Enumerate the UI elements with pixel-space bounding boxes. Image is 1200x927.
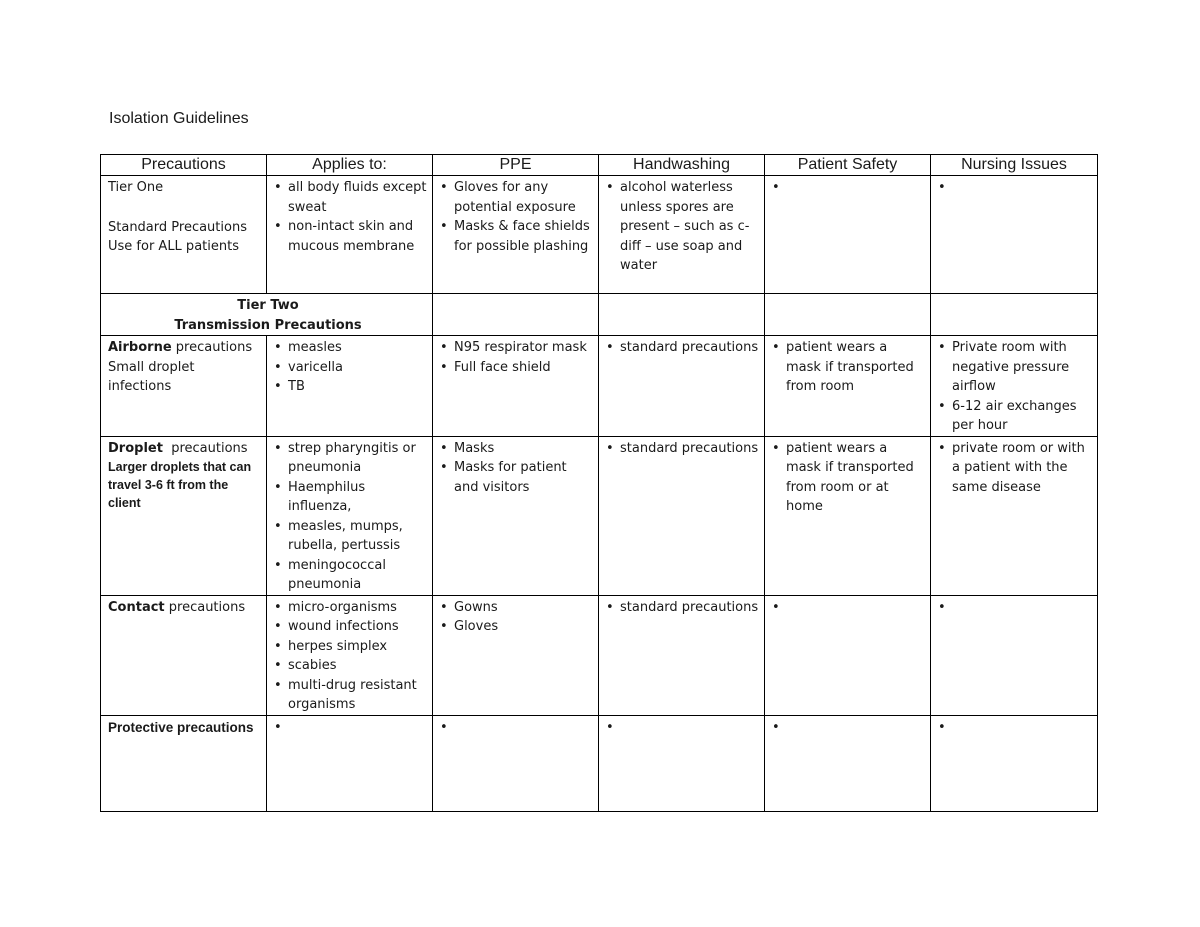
list-item: • Gowns <box>440 598 594 618</box>
droplet-label: Droplet <box>108 440 163 456</box>
list-item: • standard precautions <box>606 598 760 618</box>
airborne-ppe <box>433 336 599 437</box>
row-contact <box>101 595 1098 715</box>
isolation-table <box>100 154 1098 812</box>
tier-one-handwashing <box>599 176 765 294</box>
contact-ppe <box>433 595 599 715</box>
airborne-nursing <box>931 336 1098 437</box>
list-item: • multi-drug resistant organisms <box>274 676 428 715</box>
tier-one-safety <box>765 176 931 294</box>
header-handwashing: Handwashing <box>599 155 765 176</box>
header-nursing-issues: Nursing Issues <box>931 155 1098 176</box>
list-item: • Masks & face shields for possible plashing <box>440 217 594 256</box>
droplet-nursing <box>931 436 1098 595</box>
list-item: • Gloves for any potential exposure <box>440 178 594 217</box>
standard-precautions-label: Standard Precautions <box>108 219 247 235</box>
list-item: • Gloves <box>440 617 594 637</box>
list-item: • standard precautions <box>606 338 760 358</box>
empty-bullet <box>772 598 926 618</box>
all-patients-label: Use for ALL patients <box>108 239 239 254</box>
list-item: • strep pharyngitis or pneumonia <box>274 439 428 478</box>
empty-bullet <box>938 178 1093 198</box>
header-applies-to: Applies to: <box>267 155 433 176</box>
tier-one-cell <box>101 176 267 294</box>
list-item: • non-intact skin and mucous membrane <box>274 217 428 256</box>
airborne-desc-1: Small droplet <box>108 359 195 375</box>
airborne-applies <box>267 336 433 437</box>
list-item: • 6-12 air exchanges per hour <box>938 397 1093 436</box>
list-item: • Masks for patient and visitors <box>440 458 594 497</box>
airborne-handwashing <box>599 336 765 437</box>
protective-nursing <box>931 715 1098 811</box>
empty-bullet <box>938 598 1093 618</box>
protective-label: Protective precautions <box>108 719 254 735</box>
droplet-cell <box>101 436 267 595</box>
empty-bullet <box>772 178 926 198</box>
empty-bullet <box>606 718 760 738</box>
contact-handwashing <box>599 595 765 715</box>
tier-two-label: Tier Two <box>237 298 299 313</box>
droplet-desc: Larger droplets that can travel 3-6 ft from the client <box>108 460 252 510</box>
list-item: • Masks <box>440 439 594 459</box>
list-item: • herpes simplex <box>274 637 428 657</box>
header-row <box>101 155 1098 176</box>
empty-bullet <box>772 718 926 738</box>
protective-handwashing <box>599 715 765 811</box>
row-droplet <box>101 436 1098 595</box>
list-item: • TB <box>274 377 428 397</box>
tier-two-cell <box>101 294 433 336</box>
list-item: • N95 respirator mask <box>440 338 594 358</box>
droplet-safety <box>765 436 931 595</box>
contact-applies <box>267 595 433 715</box>
row-tier-one <box>101 176 1098 294</box>
list-item: • patient wears a mask if transported from room <box>772 338 926 397</box>
protective-ppe <box>433 715 599 811</box>
contact-precautions-text: precautions <box>164 599 246 615</box>
airborne-label: Airborne <box>108 340 172 355</box>
tier-one-applies <box>267 176 433 294</box>
list-item: • varicella <box>274 358 428 378</box>
list-item: • private room or with a patient with the same disease <box>938 439 1093 498</box>
header-precautions: Precautions <box>101 155 267 176</box>
list-item: • micro-organisms <box>274 598 428 618</box>
list-item: • measles, mumps, rubella, pertussis <box>274 517 428 556</box>
empty-bullet <box>440 718 594 738</box>
droplet-ppe <box>433 436 599 595</box>
list-item: • measles <box>274 338 428 358</box>
list-item: • standard precautions <box>606 439 760 459</box>
empty-bullet <box>274 718 428 738</box>
list-item: • patient wears a mask if transported from room or at home <box>772 439 926 517</box>
transmission-precautions-label: Transmission Precautions <box>174 317 362 333</box>
header-patient-safety: Patient Safety <box>765 155 931 176</box>
tier-one-ppe <box>433 176 599 294</box>
header-ppe: PPE <box>433 155 599 176</box>
list-item: • wound infections <box>274 617 428 637</box>
list-item: • all body fluids except sweat <box>274 178 428 217</box>
droplet-handwashing <box>599 436 765 595</box>
tier-one-label: Tier One <box>108 180 164 195</box>
empty-bullet <box>938 718 1093 738</box>
list-item: • Full face shield <box>440 358 594 378</box>
airborne-precautions-text: precautions <box>171 340 253 355</box>
list-item: • Haemphilus influenza, <box>274 478 428 517</box>
contact-nursing <box>931 595 1098 715</box>
tier-two-empty-ppe <box>433 294 599 336</box>
list-item: • alcohol waterless unless spores are present – such as c-diff – use soap and water <box>606 178 760 276</box>
airborne-desc-2: infections <box>108 379 172 394</box>
protective-cell <box>101 715 267 811</box>
droplet-precautions-text: precautions <box>162 440 248 456</box>
tier-two-empty-safety <box>765 294 931 336</box>
droplet-applies <box>267 436 433 595</box>
row-airborne <box>101 336 1098 437</box>
row-tier-two <box>101 294 1098 336</box>
protective-safety <box>765 715 931 811</box>
tier-two-empty-nursing <box>931 294 1098 336</box>
list-item: • scabies <box>274 656 428 676</box>
airborne-safety <box>765 336 931 437</box>
contact-cell <box>101 595 267 715</box>
list-item: • Private room with negative pressure airflow <box>938 338 1093 397</box>
protective-applies <box>267 715 433 811</box>
page-title: Isolation Guidelines <box>109 110 249 127</box>
airborne-cell <box>101 336 267 437</box>
contact-safety <box>765 595 931 715</box>
tier-two-empty-handwashing <box>599 294 765 336</box>
list-item: • meningococcal pneumonia <box>274 556 428 595</box>
row-protective <box>101 715 1098 811</box>
tier-one-nursing <box>931 176 1098 294</box>
contact-label: Contact <box>108 599 165 615</box>
